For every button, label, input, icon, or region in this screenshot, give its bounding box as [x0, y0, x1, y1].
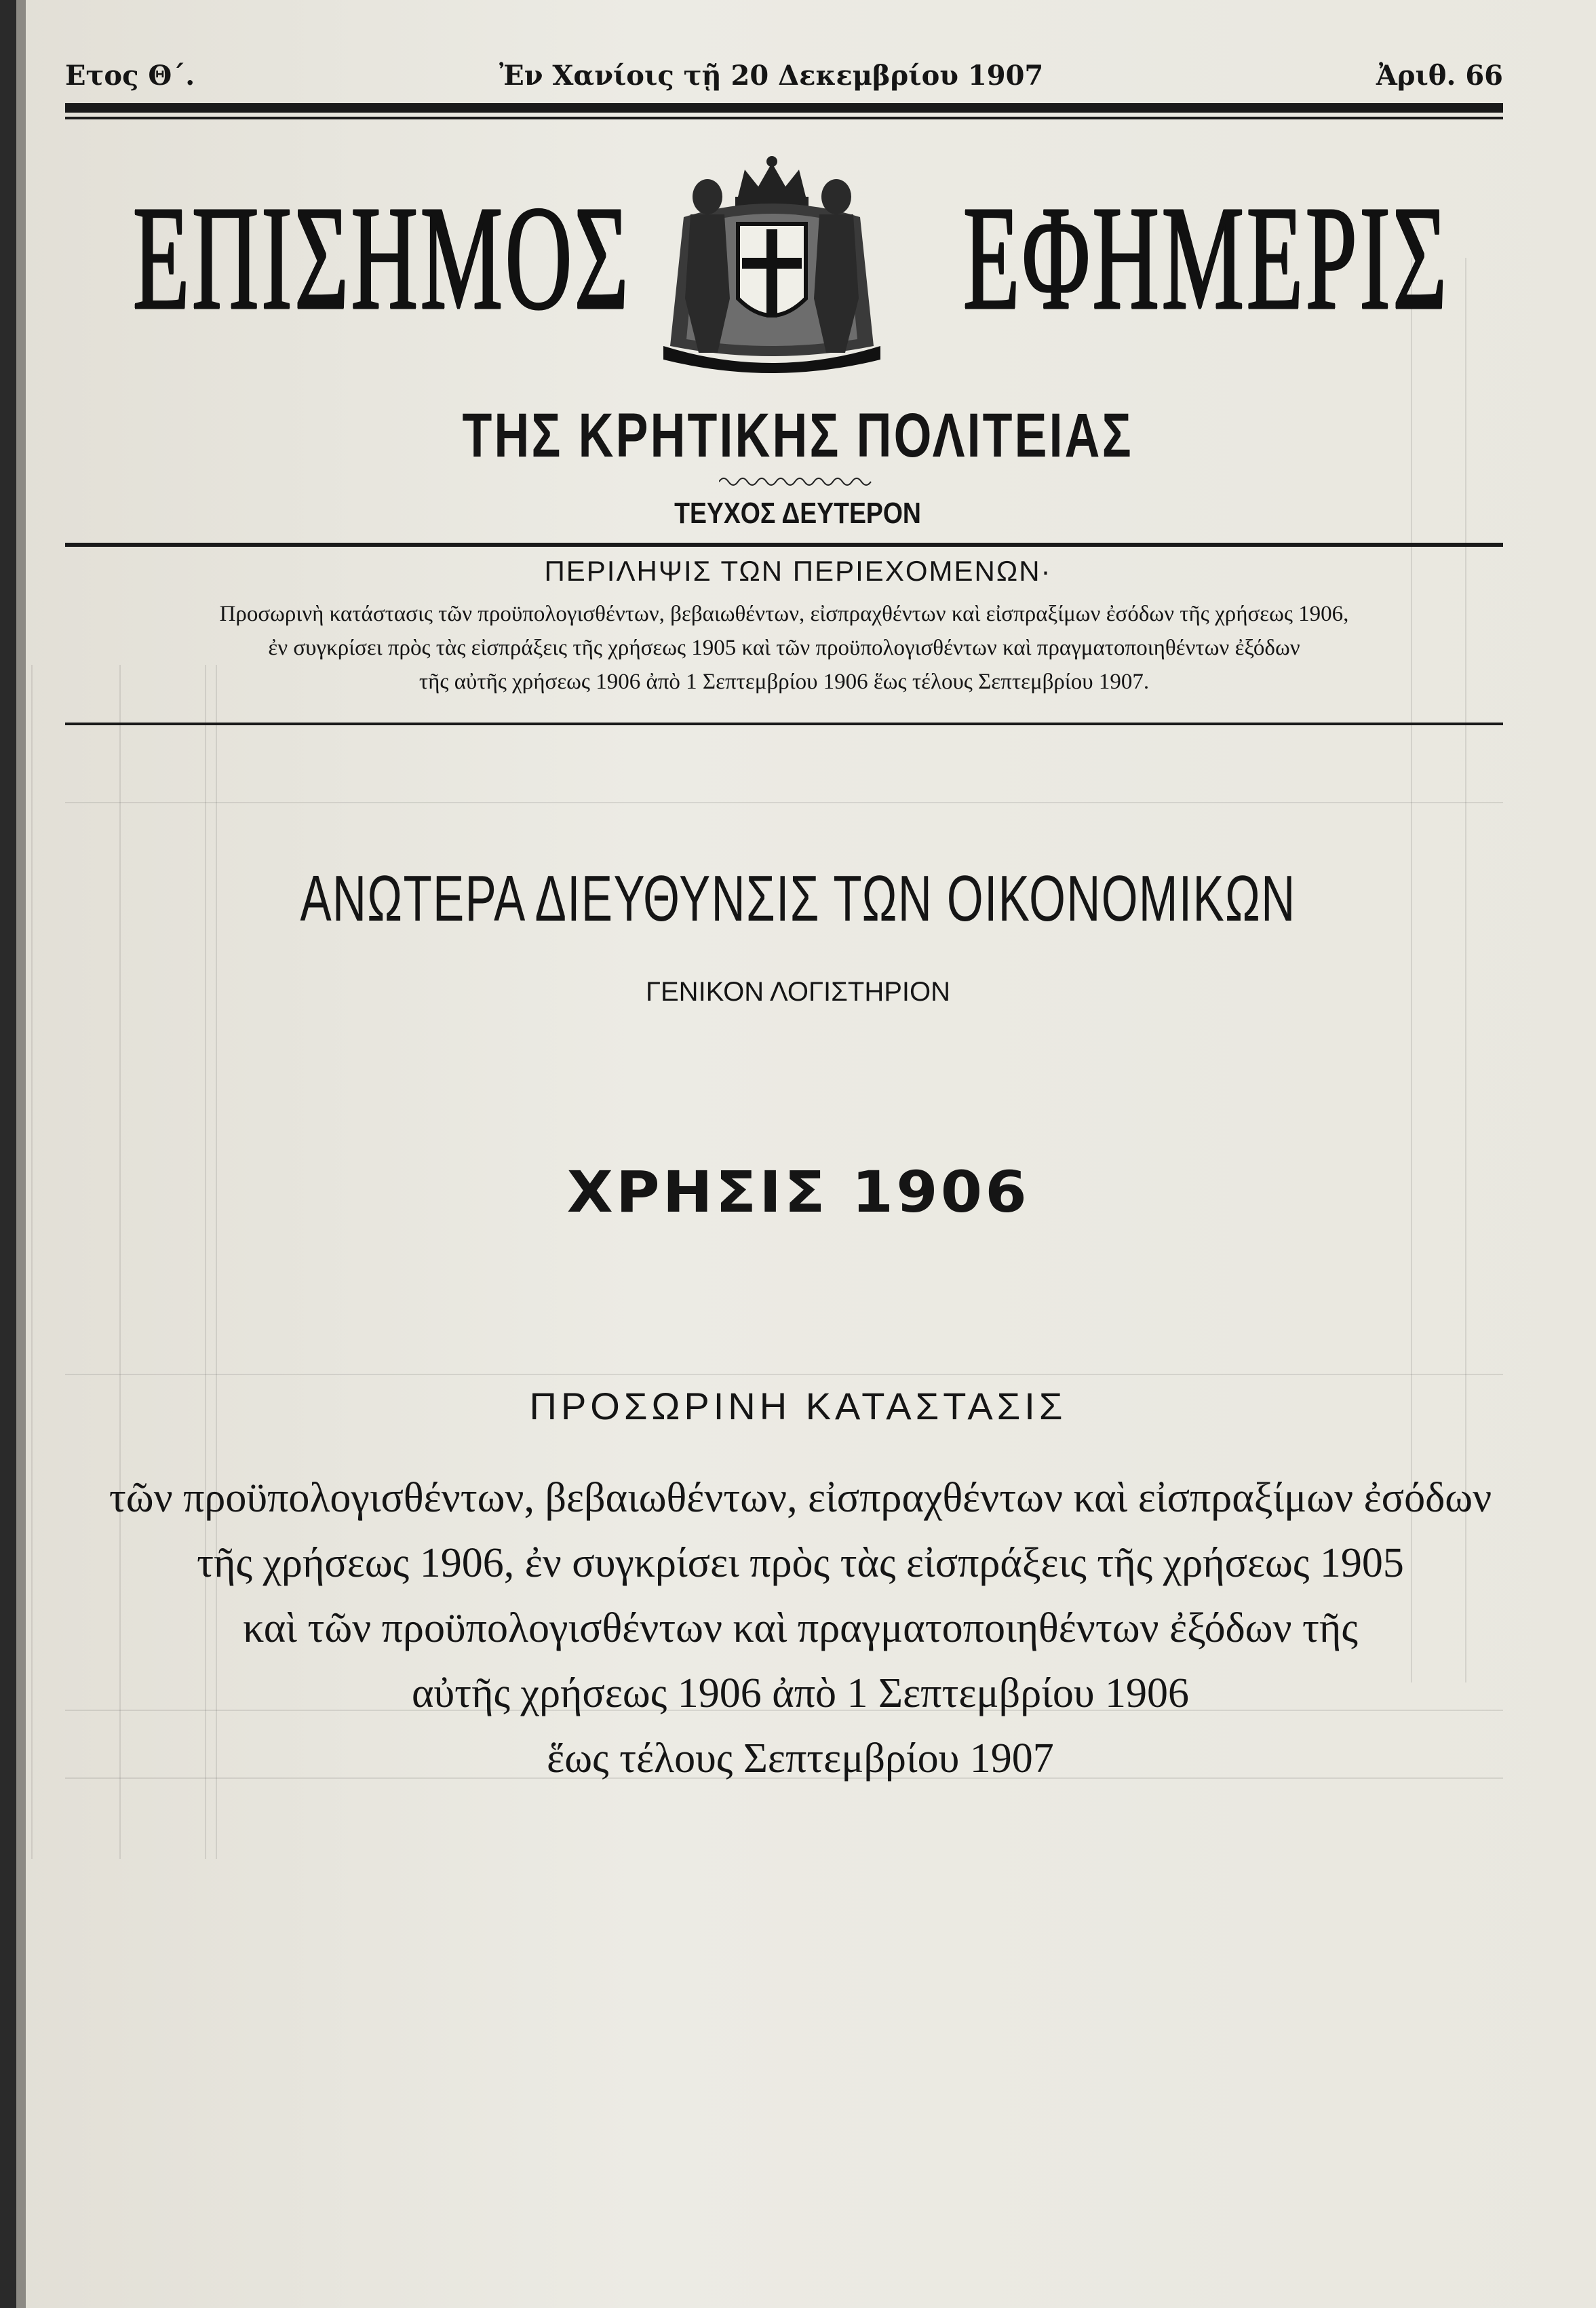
description-line: αὐτῆς χρήσεως 1906 ἀπὸ 1 Σεπτεμβρίου 1906: [411, 1670, 1190, 1716]
contents-title: ΠΕΡΙΛΗΨΙΣ ΤΩΝ ΠΕΡΙΕΧΟΜΕΝΩΝ·: [544, 555, 1052, 587]
coat-of-arms-icon: [643, 149, 901, 380]
fiscal-year-heading: ΧΡΗΣΙΣ 1906: [566, 1159, 1030, 1225]
masthead-word-left: ΕΠΙΣΗΜΟΣ: [133, 175, 631, 341]
issue-part: ΤΕΥΧΟΣ ΔΕΥΤΕΡΟΝ: [674, 497, 922, 530]
status-description: [27, 1465, 1574, 1791]
masthead-word-right: ΕΦΗΜΕΡΙΣ: [963, 175, 1449, 341]
ornament-divider: [719, 475, 875, 488]
status-title: ΠΡΟΣΩΡΙΝΗ ΚΑΤΑΣΤΑΣΙΣ: [529, 1385, 1067, 1427]
contents-summary: [65, 597, 1503, 699]
header-rule-thin: [65, 117, 1503, 119]
contents-line: ἐν συγκρίσει πρὸς τὰς εἰσπράξεις τῆς χρήσεως 1905 καὶ τῶν προϋπολογισθέντων καὶ πραγματοποιηθέντων ἐξόδων: [268, 636, 1300, 660]
contents-rule-bottom: [65, 723, 1503, 725]
masthead-subtitle: ΤΗΣ ΚΡΗΤΙΚΗΣ ΠΟΛΙΤΕΙΑΣ: [462, 401, 1134, 470]
header-row: [65, 60, 1503, 100]
issue-number: Ἀριθ. 66: [1376, 60, 1503, 92]
binding-edge: [0, 0, 16, 2308]
header-rule-thick: [65, 103, 1503, 113]
bleed-through-line: [65, 802, 1503, 803]
contents-rule-top: [65, 543, 1503, 547]
description-line: καὶ τῶν προϋπολογισθέντων καὶ πραγματοποιηθέντων ἐξόδων τῆς: [243, 1605, 1358, 1651]
office-heading: ΓΕΝΙΚΟΝ ΛΟΓΙΣΤΗΡΙΟΝ: [645, 977, 951, 1007]
year-label: Ετος Θ΄.: [65, 60, 195, 92]
description-line: ἕως τέλους Σεπτεμβρίου 1907: [547, 1735, 1054, 1782]
contents-line: τῆς αὐτῆς χρήσεως 1906 ἀπὸ 1 Σεπτεμβρίου 1906 ἕως τέλους Σεπτεμβρίου 1907.: [419, 670, 1150, 694]
bleed-through-line: [65, 1374, 1503, 1375]
contents-line: Προσωρινὴ κατάστασις τῶν προϋπολογισθέντων, βεβαιωθέντων, εἰσπραχθέντων καὶ εἰσπραξίμων ἐσόδων τῆς χρήσεως 1906,: [219, 602, 1349, 626]
binding-shadow: [16, 0, 26, 2308]
description-line: τῶν προϋπολογισθέντων, βεβαιωθέντων, εἰσπραχθέντων καὶ εἰσπραξίμων ἐσόδων: [109, 1475, 1492, 1521]
description-line: τῆς χρήσεως 1906, ἐν συγκρίσει πρὸς τὰς εἰσπράξεις τῆς χρήσεως 1905: [197, 1540, 1404, 1586]
place-date: Ἐν Χανίοις τῇ 20 Δεκεμβρίου 1907: [499, 60, 1044, 92]
department-heading: ΑΝΩΤΕΡΑ ΔΙΕΥΘΥΝΣΙΣ ΤΩΝ ΟΙΚΟΝΟΜΙΚΩΝ: [300, 862, 1296, 935]
